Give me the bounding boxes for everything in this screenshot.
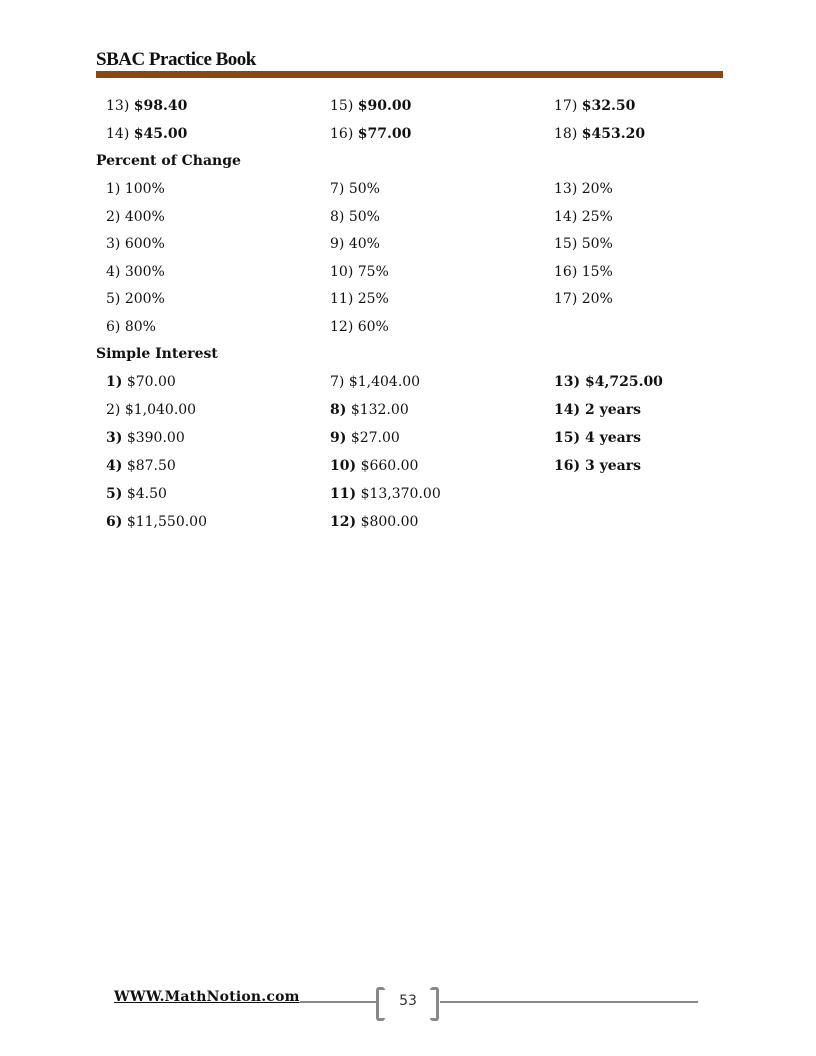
page-header-title: SBAC Practice Book bbox=[96, 49, 256, 70]
answer-item: 9) $27.00 bbox=[330, 430, 400, 446]
section-title-percent-of-change: Percent of Change bbox=[96, 153, 241, 169]
footer-rule-right bbox=[440, 1001, 698, 1003]
empty-cell bbox=[554, 480, 726, 508]
answer-item: 17) $32.50 bbox=[554, 98, 636, 114]
answer-item: 3) 600% bbox=[106, 236, 165, 253]
answer-item: 11) $13,370.00 bbox=[330, 486, 441, 502]
page-number: 53 bbox=[399, 993, 417, 1009]
answer-item: 2) 400% bbox=[106, 208, 165, 225]
answers-simple-interest bbox=[106, 368, 726, 536]
page-footer bbox=[0, 985, 816, 1019]
answer-item: 3) $390.00 bbox=[106, 430, 185, 446]
answer-item: 12) $800.00 bbox=[330, 514, 419, 530]
answer-item: 12) 60% bbox=[330, 318, 389, 335]
answer-item: 1) $70.00 bbox=[106, 374, 176, 390]
answer-item: 16) 3 years bbox=[554, 458, 641, 474]
answer-item: 5) 200% bbox=[106, 291, 165, 308]
answer-item: 13) $98.40 bbox=[106, 98, 188, 114]
answer-item: 7) 50% bbox=[330, 181, 380, 197]
answer-item: 13) $4,725.00 bbox=[554, 374, 663, 390]
answer-item: 4) $87.50 bbox=[106, 458, 176, 474]
footer-rule-left bbox=[300, 1001, 376, 1003]
answer-item: 5) $4.50 bbox=[106, 486, 167, 502]
answer-item: 15) 50% bbox=[554, 236, 613, 253]
answer-item: 15) $90.00 bbox=[330, 98, 412, 114]
answer-item: 16) $77.00 bbox=[330, 126, 412, 142]
answer-item: 1) 100% bbox=[106, 181, 165, 197]
answer-item: 8) 50% bbox=[330, 208, 380, 225]
answer-item: 14) 25% bbox=[554, 208, 613, 225]
answer-item: 8) $132.00 bbox=[330, 402, 409, 418]
answers-percent-continued bbox=[106, 92, 726, 148]
answer-item: 17) 20% bbox=[554, 291, 613, 308]
answer-item: 6) 80% bbox=[106, 318, 156, 335]
answers-percent-of-change bbox=[106, 175, 726, 341]
answer-item: 10) 75% bbox=[330, 263, 389, 280]
answer-item: 16) 15% bbox=[554, 263, 613, 280]
answer-item: 14) $45.00 bbox=[106, 126, 188, 142]
answer-item: 13) 20% bbox=[554, 181, 613, 197]
answer-item: 15) 4 years bbox=[554, 430, 641, 446]
footer-website: WWW.MathNotion.com bbox=[114, 989, 300, 1005]
right-bracket-icon bbox=[430, 987, 439, 1021]
answer-item: 6) $11,550.00 bbox=[106, 514, 207, 530]
answer-item: 10) $660.00 bbox=[330, 458, 419, 474]
answer-item: 4) 300% bbox=[106, 263, 165, 280]
header-divider bbox=[96, 71, 723, 78]
left-bracket-icon bbox=[376, 987, 385, 1021]
section-title-simple-interest: Simple Interest bbox=[96, 346, 218, 362]
answer-item: 18) $453.20 bbox=[554, 126, 646, 142]
answer-item: 9) 40% bbox=[330, 236, 380, 253]
answer-item: 14) 2 years bbox=[554, 402, 641, 418]
answer-item: 2) $1,040.00 bbox=[106, 402, 197, 418]
answer-item: 7) $1,404.00 bbox=[330, 374, 421, 390]
answer-item: 11) 25% bbox=[330, 291, 389, 308]
